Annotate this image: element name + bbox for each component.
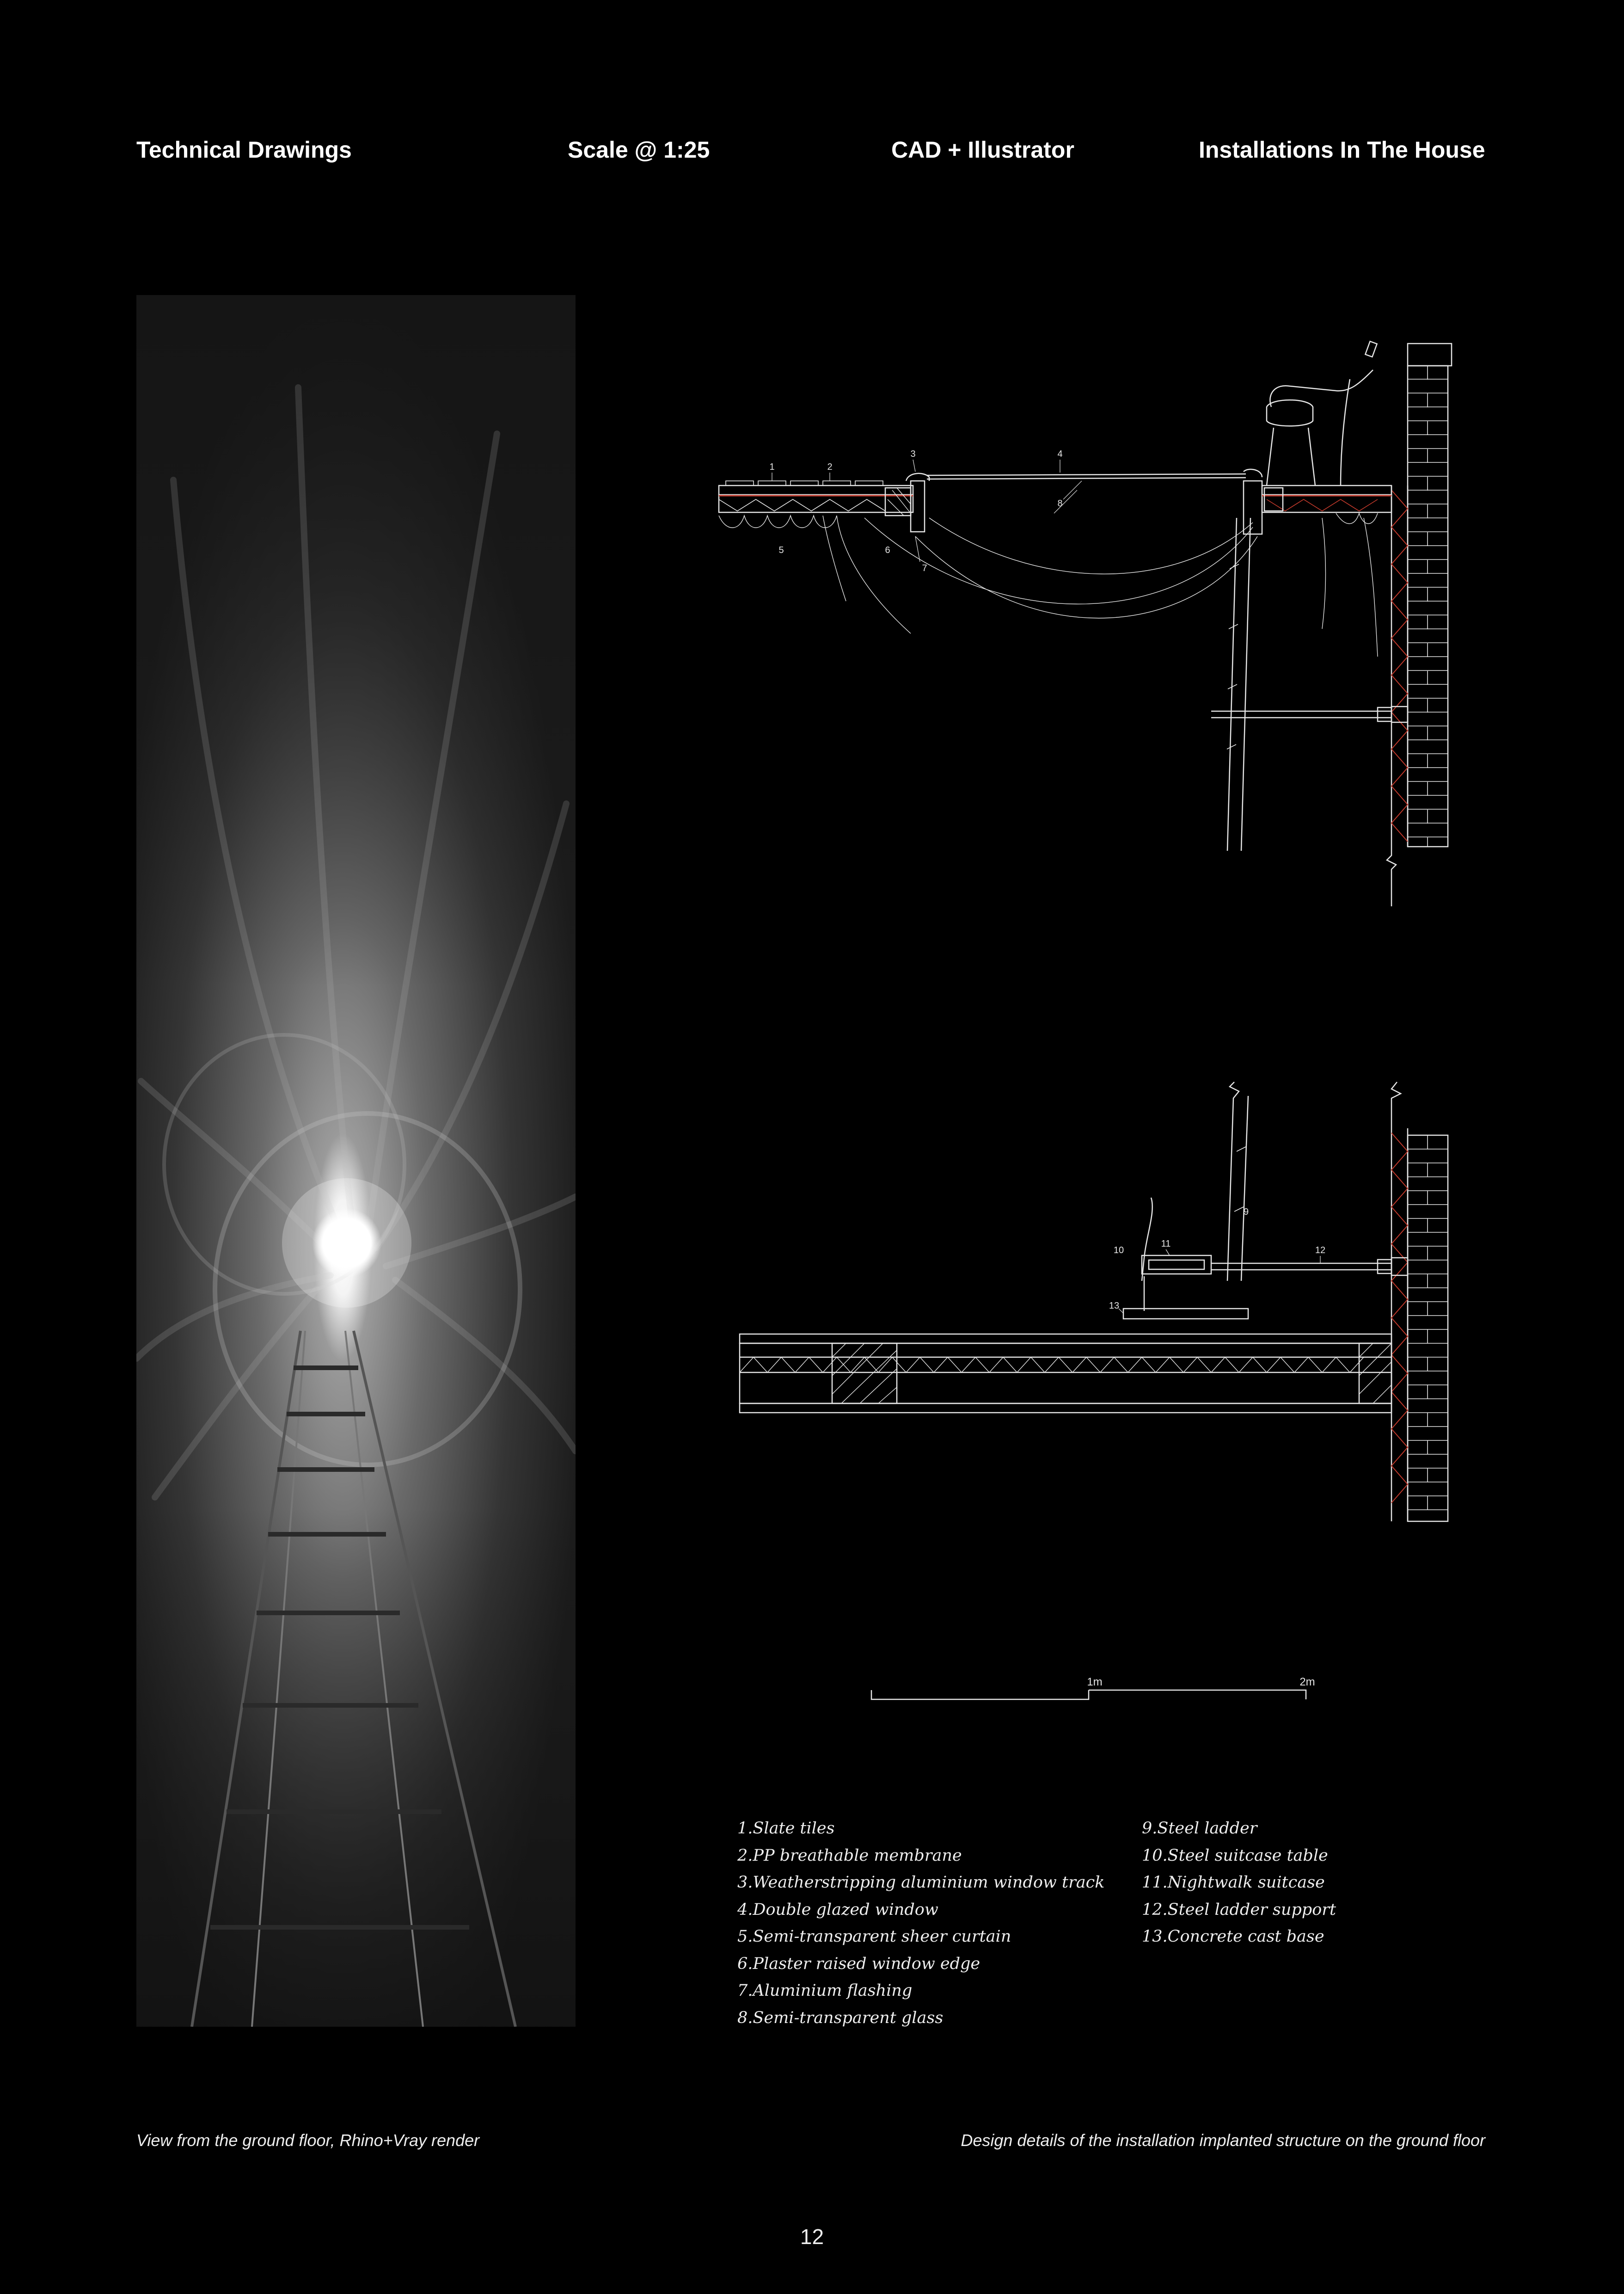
header-project: Installations In The House [1199,137,1485,163]
brick-wall-upper [1408,366,1448,847]
legend-item: 13.Concrete cast base [1142,1927,1324,1946]
drawing-caption: Design details of the installation implanted structure on the ground floor [961,2131,1485,2150]
header-scale: Scale @ 1:25 [568,137,710,163]
header-section-title: Technical Drawings [136,137,352,163]
header-software: CAD + Illustrator [891,137,1074,163]
upper-section [719,341,1452,906]
legend-item: 5.Semi-transparent sheer curtain [737,1927,1011,1946]
callout-8: 8 [1057,498,1063,509]
callout-10: 10 [1113,1245,1124,1255]
chair-drawing [1267,341,1377,486]
legend-column-1 [737,1815,1104,2031]
legend-item: 3.Weatherstripping aluminium window track [737,1873,1105,1892]
render-caption: View from the ground floor, Rhino+Vray render [136,2131,480,2150]
callout-2: 2 [827,462,833,472]
page-number: 12 [800,2225,824,2249]
callout-3: 3 [910,449,916,459]
callout-11: 11 [1161,1239,1171,1249]
callout-6: 6 [885,545,890,555]
callout-1: 1 [769,462,775,472]
callout-13: 13 [1109,1301,1120,1311]
scale-bar-1m: 1m [1087,1676,1103,1688]
callout-7: 7 [922,563,927,573]
legend-item: 2.PP breathable membrane [737,1846,962,1865]
legend-item: 7.Aluminium flashing [737,1981,913,2000]
legend-column-2 [1142,1815,1336,1950]
legend-item: 6.Plaster raised window edge [737,1954,981,1973]
technical-section-drawing [712,333,1535,1535]
scale-bar [860,1669,1322,1716]
callout-9: 9 [1244,1207,1249,1217]
callout-5: 5 [778,545,784,555]
legend-item: 10.Steel suitcase table [1142,1846,1328,1865]
legend-item: 11.Nightwalk suitcase [1142,1873,1325,1892]
scale-bar-2m: 2m [1299,1676,1315,1688]
legend-item: 1.Slate tiles [737,1819,835,1838]
callout-4: 4 [1057,449,1063,459]
tunnel-render-image [136,295,576,2027]
legend-item: 9.Steel ladder [1142,1819,1257,1838]
legend-item: 8.Semi-transparent glass [737,2008,944,2027]
legend-item: 12.Steel ladder support [1142,1900,1336,1919]
lower-section [740,1082,1448,1521]
callout-12: 12 [1315,1245,1326,1255]
legend-item: 4.Double glazed window [737,1900,938,1919]
